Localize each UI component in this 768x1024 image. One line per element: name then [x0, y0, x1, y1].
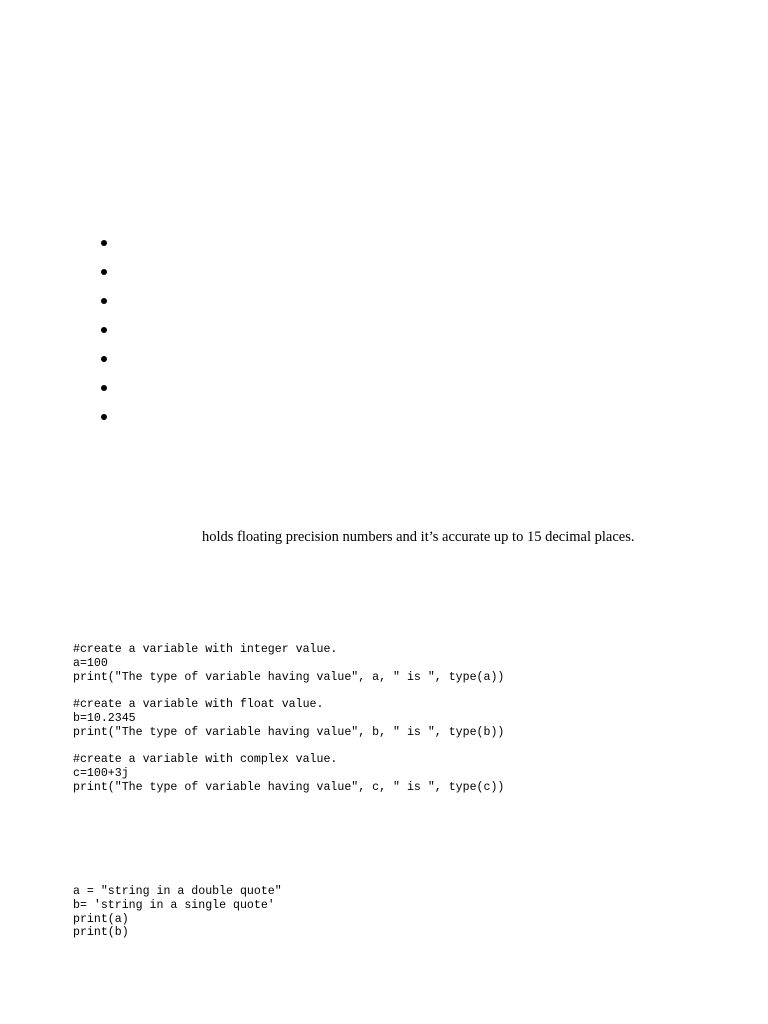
bullet-dot-icon	[101, 327, 107, 333]
bullet-dot-icon	[101, 298, 107, 304]
code-print-a: print("The type of variable having value", a, " is ", type(a))	[73, 670, 505, 684]
bullet-dot-icon	[101, 269, 107, 275]
bullet-dot-icon	[101, 356, 107, 362]
code-assign-b: b=10.2345	[73, 711, 136, 725]
bullet-dot-icon	[101, 385, 107, 391]
code-assign-a: a=100	[73, 656, 108, 670]
code-comment-complex: #create a variable with complex value.	[73, 752, 338, 766]
code-comment-integer: #create a variable with integer value.	[73, 643, 338, 656]
code-assign-double-quote: a = "string in a double quote"	[73, 885, 282, 898]
code-assign-c: c=100+3j	[73, 766, 129, 780]
code-print-b: print("The type of variable having value", b, " is ", type(b))	[73, 725, 505, 739]
code-print-b: print(b)	[73, 926, 129, 940]
bullet-dot-icon	[101, 240, 107, 246]
code-assign-single-quote: b= 'string in a single quote'	[73, 898, 275, 912]
code-blank-line	[73, 684, 504, 698]
code-print-c: print("The type of variable having value", c, " is ", type(c))	[73, 780, 505, 794]
numeric-types-code-block	[73, 643, 504, 794]
code-print-a: print(a)	[73, 912, 129, 926]
string-quotes-code-block	[73, 885, 282, 940]
code-comment-float: #create a variable with float value.	[73, 697, 324, 711]
float-description-text: holds floating precision numbers and it’s accurate up to 15 decimal places.	[202, 529, 635, 545]
bullet-dot-icon	[101, 414, 107, 420]
code-blank-line	[73, 739, 504, 753]
